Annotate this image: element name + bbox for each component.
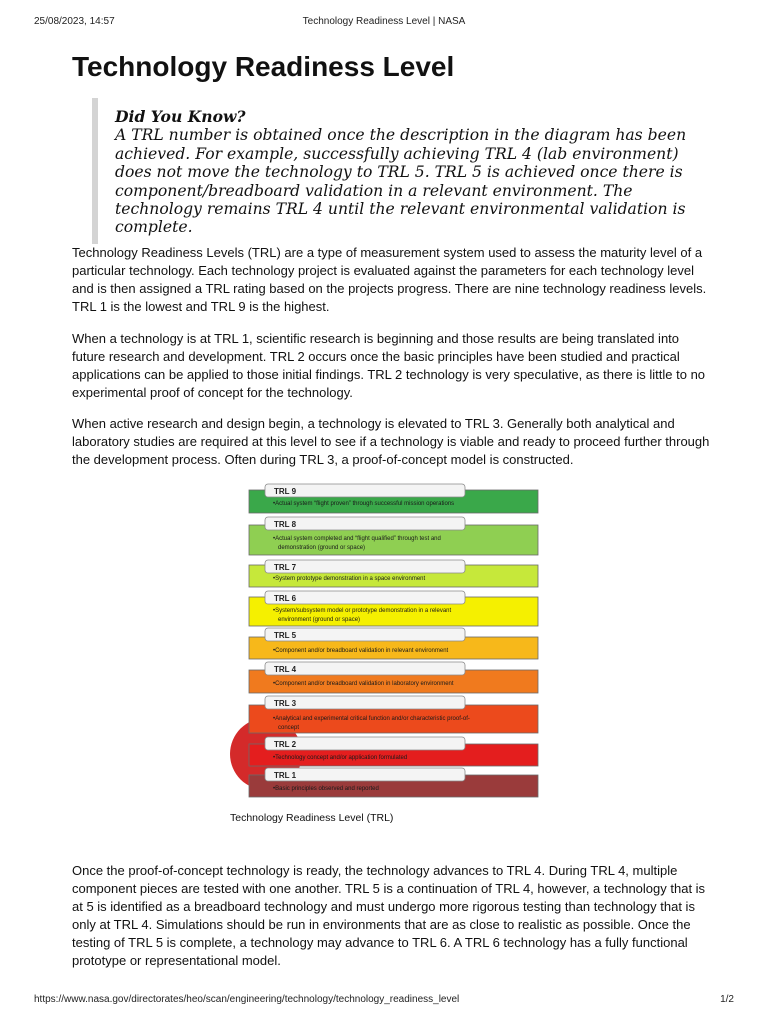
print-page-number: 1/2 bbox=[720, 994, 734, 1005]
print-page-title: Technology Readiness Level | NASA bbox=[302, 16, 466, 27]
paragraph-trl3: When active research and design begin, a technology is elevated to TRL 3. Generally both analytical and laboratory studies are required at this level to see if a technology is viable and ready to proceed further through the development process. Often during TRL 3, a proof-of-concept model is constructed. bbox=[72, 416, 710, 467]
trl-desc-trl8: •Actual system completed and “flight qualified” through test and bbox=[273, 536, 441, 542]
trl-label-trl6: TRL 6 bbox=[274, 594, 297, 603]
paragraph-trl4-trl6: Once the proof-of-concept technology is ready, the technology advances to TRL 4. During TRL 4, multiple component pieces are tested with one another. TRL 5 is a continuation of TRL 4, however, a technology that is at 5 is identified as a breadboard technology and must undergo more rigorous testing than technology that is only at TRL 4. Simulations should be run in environments that are as close to realistic as possible. Once the testing of TRL 5 is complete, a technology may advance to TRL 6. A TRL 6 technology has a fully functional prototype or representational model. bbox=[72, 863, 706, 968]
trl-label-trl2: TRL 2 bbox=[274, 740, 297, 749]
trl-desc-trl4: •Component and/or breadboard validation in laboratory environment bbox=[273, 681, 454, 687]
print-url: https://www.nasa.gov/directorates/heo/scan/engineering/technology/technology_readiness_level bbox=[34, 994, 460, 1005]
paragraph-intro: Technology Readiness Levels (TRL) are a type of measurement system used to assess the maturity level of a particular technology. Each technology project is evaluated against the parameters for each technology level and is then assigned a TRL rating based on the projects progress. There are nine technology readiness levels. TRL 1 is the lowest and TRL 9 is the highest. bbox=[72, 245, 707, 314]
trl-desc-trl6: •System/subsystem model or prototype demonstration in a relevant bbox=[273, 608, 452, 614]
trl-desc-trl2: •Technology concept and/or application formulated bbox=[273, 755, 408, 761]
trl-desc-trl6: environment (ground or space) bbox=[278, 617, 361, 623]
trl-desc-trl7: •System prototype demonstration in a space environment bbox=[273, 576, 426, 582]
trl-desc-trl9: •Actual system “flight proven” through successful mission operations bbox=[273, 501, 455, 507]
did-you-know-text: A TRL number is obtained once the description in the diagram has been achieved. For example, successfully achieving TRL 4 (lab environment) does not move the technology to TRL 5. TRL 5 is achieved once there is component/breadboard validation in a relevant environment. The technology remains TRL 4 until the relevant environmental validation is complete. bbox=[115, 126, 687, 237]
trl-desc-trl8: demonstration (ground or space) bbox=[278, 545, 366, 551]
did-you-know-callout bbox=[92, 98, 705, 244]
trl-diagram-svg bbox=[228, 480, 542, 804]
print-datetime: 25/08/2023, 14:57 bbox=[34, 16, 115, 27]
figure-caption: Technology Readiness Level (TRL) bbox=[230, 812, 394, 824]
trl-label-trl3: TRL 3 bbox=[274, 699, 297, 708]
paragraph-trl1-trl2: When a technology is at TRL 1, scientific research is beginning and those results are being translated into future research and development. TRL 2 occurs once the basic principles have been studied and practical applications can be applied to those initial findings. TRL 2 technology is very speculative, as there is little to no experimental proof of concept for the technology. bbox=[72, 331, 706, 400]
trl-label-trl8: TRL 8 bbox=[274, 520, 297, 529]
trl-desc-trl3: •Analytical and experimental critical function and/or characteristic proof-of- bbox=[273, 716, 470, 722]
trl-desc-trl3: concept bbox=[278, 725, 300, 731]
trl-desc-trl5: •Component and/or breadboard validation in relevant environment bbox=[273, 648, 449, 654]
trl-label-trl5: TRL 5 bbox=[274, 631, 297, 640]
did-you-know-heading: Did You Know? bbox=[115, 107, 246, 126]
trl-label-trl1: TRL 1 bbox=[274, 771, 297, 780]
page-title: Technology Readiness Level bbox=[72, 51, 455, 82]
trl-diagram bbox=[228, 480, 542, 804]
trl-label-trl4: TRL 4 bbox=[274, 665, 297, 674]
trl-label-trl9: TRL 9 bbox=[274, 487, 297, 496]
trl-desc-trl1: •Basic principles observed and reported bbox=[273, 786, 379, 792]
trl-label-trl7: TRL 7 bbox=[274, 563, 297, 572]
